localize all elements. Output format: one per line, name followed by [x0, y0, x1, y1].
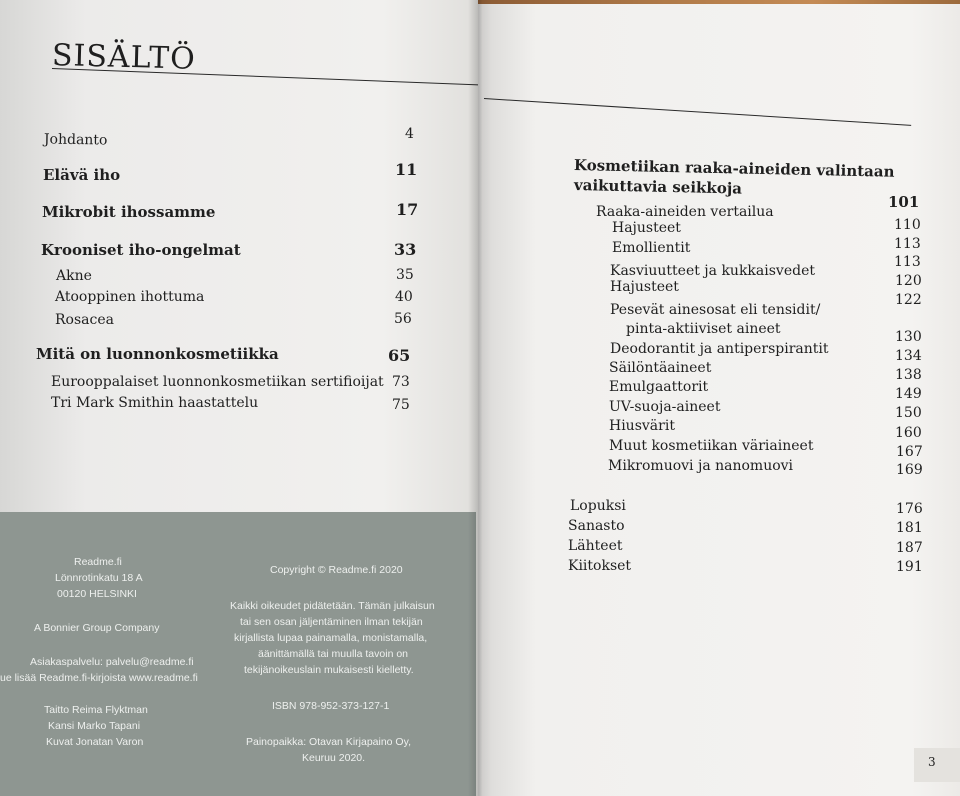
toc-entry-label: Mitä on luonnonkosmetiikka — [36, 345, 279, 363]
imprint-service-line: Asiakaspalvelu: palvelu@readme.fi — [30, 656, 194, 668]
toc-entry-page: 17 — [396, 200, 419, 219]
toc-entry-page: 169 — [896, 462, 923, 478]
toc-entry-page: 56 — [394, 311, 412, 327]
toc-entry-page: 40 — [395, 289, 413, 305]
toc-entry-page: 110 — [894, 217, 921, 233]
imprint-group: A Bonnier Group Company — [34, 622, 160, 634]
toc-entry-label: Atooppinen ihottuma — [55, 289, 205, 305]
toc-entry-label: Hajusteet — [610, 279, 679, 295]
imprint-rights-line: kirjallista lupaa painamalla, monistamalla, — [234, 632, 428, 644]
toc-entry-page: 167 — [896, 444, 923, 460]
toc-entry-page: 33 — [394, 240, 417, 259]
toc-entry-page: 35 — [396, 267, 414, 283]
toc-entry-page: 130 — [895, 329, 922, 345]
book-gutter — [468, 0, 492, 796]
imprint-service-line: ue lisää Readme.fi-kirjoista www.readme.fi — [0, 672, 198, 684]
imprint-publisher-line: 00120 HELSINKI — [57, 588, 137, 600]
toc-entry-page: 65 — [388, 346, 411, 365]
toc-entry-page: 191 — [896, 559, 923, 575]
toc-entry-label: Akne — [56, 268, 92, 284]
imprint-rights-line: äänittämällä tai muulla tavoin on — [258, 648, 409, 660]
toc-entry-label: Mikromuovi ja nanomuovi — [608, 458, 794, 474]
toc-entry-label: Raaka-aineiden vertailua — [596, 204, 774, 220]
imprint-print-line: Painopaikka: Otavan Kirjapaino Oy, — [246, 736, 411, 748]
imprint-publisher-line: Readme.fi — [74, 556, 122, 568]
imprint-print-line: Keuruu 2020. — [302, 752, 366, 764]
imprint-publisher-line: Lönnrotinkatu 18 A — [55, 572, 143, 584]
toc-entry-label: Eurooppalaiset luonnonkosmetiikan sertifioijat — [51, 374, 384, 390]
imprint-rights-line: Kaikki oikeudet pidätetään. Tämän julkaisun — [230, 600, 435, 612]
imprint-rights-line: tai sen osan jäljentäminen ilman tekijän — [240, 616, 423, 628]
toc-entry-page: 134 — [895, 348, 922, 364]
toc-heading-line: Kosmetiikan raaka-aineiden valintaan — [573, 156, 895, 181]
left-page — [0, 0, 478, 796]
toc-entry-page: 11 — [395, 160, 418, 179]
toc-entry-label: Säilöntäaineet — [609, 360, 712, 376]
toc-entry-label: UV-suoja-aineet — [609, 399, 721, 415]
toc-entry-label: pinta-aktiiviset aineet — [626, 321, 781, 337]
toc-entry-page: 187 — [896, 540, 923, 556]
toc-entry-label: Tri Mark Smithin haastattelu — [51, 395, 259, 411]
page-title: SISÄLTÖ — [51, 38, 197, 77]
toc-entry-label: Sanasto — [568, 518, 625, 534]
toc-entry-page: 4 — [405, 126, 414, 142]
imprint-copyright: Copyright © Readme.fi 2020 — [270, 564, 403, 576]
toc-entry-label: Mikrobit ihossamme — [42, 203, 216, 221]
toc-entry-page: 122 — [895, 292, 922, 308]
toc-entry-label: Elävä iho — [43, 166, 121, 184]
toc-entry-page: 113 — [894, 236, 921, 252]
toc-entry-label: Kiitokset — [568, 558, 632, 574]
toc-entry-label: Lähteet — [568, 538, 623, 554]
imprint-credit-line: Taitto Reima Flyktman — [44, 704, 148, 716]
toc-entry-page: 120 — [895, 273, 922, 289]
toc-heading-page: 101 — [888, 193, 920, 211]
title-rule — [52, 68, 482, 86]
toc-entry-page: 160 — [895, 425, 922, 441]
toc-entry-label: Kasviuutteet ja kukkaisvedet — [610, 263, 815, 279]
toc-entry-label: Johdanto — [43, 131, 108, 149]
toc-entry-page: 113 — [894, 254, 921, 270]
page-number: 3 — [928, 755, 936, 769]
toc-entry-label: Deodorantit ja antiperspirantit — [610, 341, 829, 357]
toc-entry-label: Lopuksi — [570, 498, 626, 514]
imprint-isbn: ISBN 978-952-373-127-1 — [272, 700, 390, 712]
toc-entry-label: Muut kosmetiikan väriaineet — [609, 438, 814, 454]
imprint-rights-line: tekijänoikeuslain mukaisesti kielletty. — [244, 664, 414, 676]
toc-entry-label: Hajusteet — [612, 220, 681, 236]
toc-entry-label: Krooniset iho-ongelmat — [41, 241, 241, 259]
toc-entry-page: 150 — [895, 405, 922, 421]
toc-entry-page: 181 — [896, 520, 923, 536]
toc-entry-page: 176 — [896, 501, 923, 517]
imprint-credit-line: Kansi Marko Tapani — [48, 720, 141, 732]
toc-entry-label: Pesevät ainesosat eli tensidit/ — [610, 302, 821, 318]
toc-entry-label: Rosacea — [55, 312, 114, 328]
toc-entry-label: Emollientit — [612, 240, 691, 256]
page-number-tab — [914, 748, 960, 782]
toc-entry-page: 75 — [392, 397, 410, 413]
toc-entry-page: 73 — [392, 374, 410, 390]
toc-entry-label: Emulgaattorit — [609, 379, 709, 395]
toc-entry-page: 149 — [895, 386, 922, 402]
toc-entry-label: Hiusvärit — [609, 418, 675, 434]
toc-heading-line: vaikuttavia seikkoja — [573, 176, 743, 198]
imprint-credit-line: Kuvat Jonatan Varon — [46, 736, 144, 748]
toc-entry-page: 138 — [895, 367, 922, 383]
imprint-panel — [0, 512, 476, 796]
